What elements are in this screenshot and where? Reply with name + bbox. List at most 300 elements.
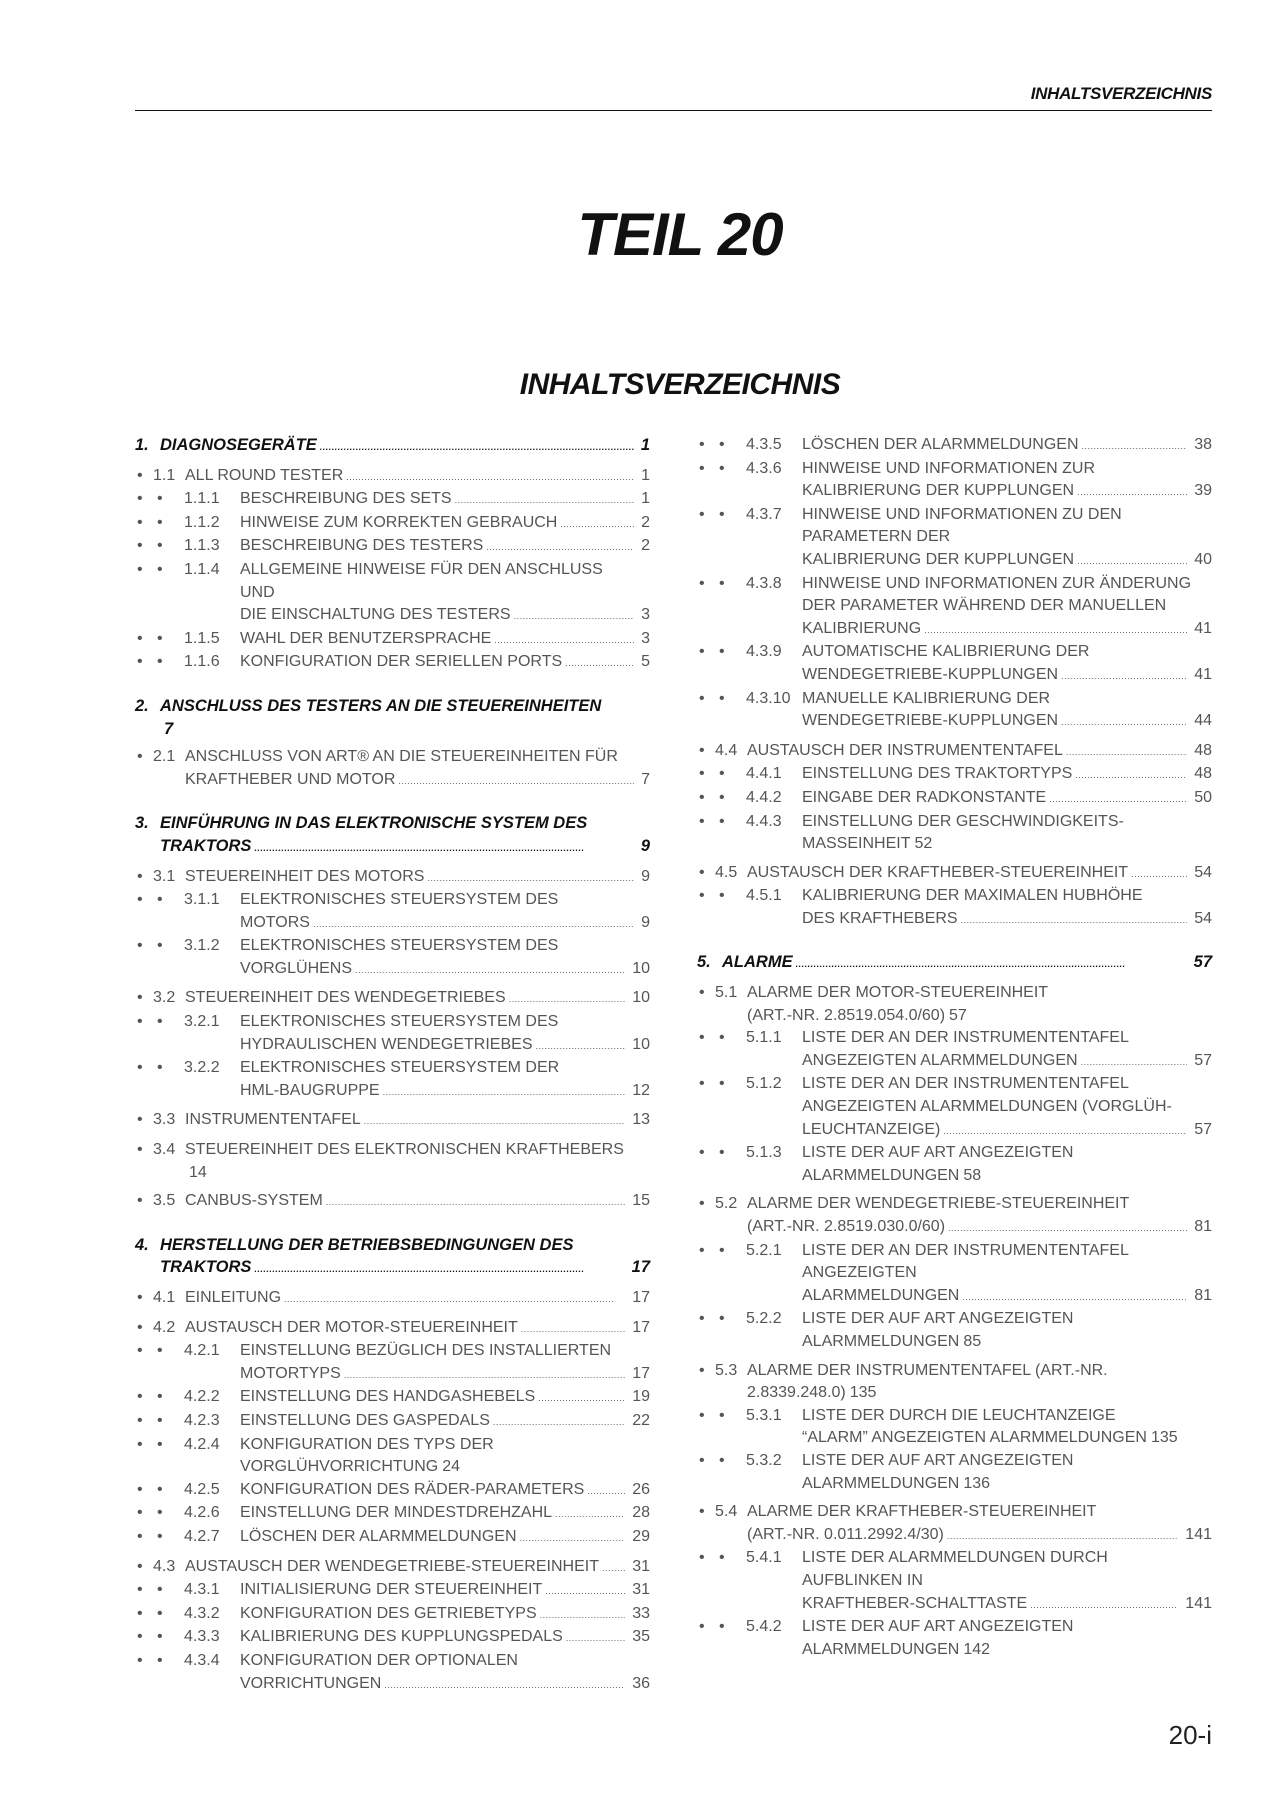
toc-entry-number: 4.4.2 [746,788,782,806]
toc-entry-number: 4.3.3 [184,1628,220,1646]
dot-leader [383,1080,626,1104]
dot-leader [796,951,1187,976]
toc-page-number[interactable]: 15 [632,1192,650,1210]
toc-entry-line [135,695,650,718]
toc-entry-number: 5.1.2 [746,1075,782,1093]
toc-page-number[interactable]: 24 [442,1458,461,1476]
toc-entry-text: EINLEITUNG [185,1289,282,1306]
bullet-icon: • [137,1480,143,1498]
toc-entry[interactable] [135,512,650,536]
toc-entry-text: KALIBRIERUNG DER MAXIMALEN HUBHÖHE [802,887,1143,905]
toc-entry-line [135,866,650,890]
toc-entry[interactable] [135,1526,650,1550]
bullet-icon: • [137,1504,143,1522]
toc-entry[interactable] [135,889,650,935]
toc-page-number[interactable]: 31 [632,1581,650,1599]
toc-entry-text: KALIBRIERUNG DER KUPPLUNGEN [802,482,1075,500]
bullet-icon: • [157,937,163,955]
toc-entry-line [697,951,1212,976]
toc-entry-text: KALIBRIERUNG [802,619,922,637]
toc-entry-text: KONFIGURATION DES GETRIEBETYPS [240,1604,537,1622]
toc-entry[interactable] [697,1405,1212,1450]
bullet-icon: • [699,887,705,905]
dot-leader [1081,1050,1188,1074]
toc-entry[interactable] [697,573,1212,642]
toc-entry[interactable] [135,1139,650,1184]
toc-entry-line [697,1331,1212,1354]
bullet-icon: • [699,1075,705,1093]
toc-entry-text: (ART.-NR. 0.011.2992.4/30) [747,1525,944,1543]
toc-entry[interactable] [697,787,1212,811]
toc-page-number[interactable]: 9 [640,836,650,855]
toc-entry-line [697,526,1212,549]
toc-entry-text: TRAKTORS [160,836,252,855]
toc-entry-text: DIAGNOSEGERÄTE [160,436,317,454]
toc-page-number[interactable]: 141 [1185,1525,1212,1543]
toc-page-number[interactable]: 36 [632,1674,650,1692]
toc-entry-text: ELEKTRONISCHES STEUERSYSTEM DES [240,891,559,909]
toc-page-number[interactable]: 33 [632,1604,650,1622]
bullet-icon: • [699,1406,705,1424]
toc-entry-number: 5.4.1 [746,1549,782,1567]
toc-entry-text: DES KRAFTHEBERS [802,909,958,927]
toc-entry[interactable] [135,1317,650,1341]
toc-entry[interactable] [697,1501,1212,1547]
toc-page-number[interactable]: 57 [1194,1120,1212,1138]
toc-page-number[interactable]: 58 [963,1166,982,1184]
toc-entry-text: KRAFTHEBER UND MOTOR [185,770,396,788]
toc-section-heading[interactable] [135,1234,650,1281]
toc-entry-text: KONFIGURATION DER SERIELLEN PORTS [240,653,563,671]
toc-entry-line [135,1162,650,1185]
toc-entry-number: 3.2 [153,989,176,1007]
toc-page-number[interactable]: 17 [631,1258,650,1277]
toc-page-number[interactable]: 135 [1150,1429,1178,1447]
bullet-icon: • [137,1411,143,1429]
toc-entry[interactable] [697,740,1212,764]
dot-leader [560,512,634,536]
toc-page-number[interactable]: 17 [632,1289,650,1306]
toc-entry-number: 4.3.2 [184,1604,220,1622]
toc-entry-text: EINFÜHRUNG IN DAS ELEKTRONISCHE SYSTEM DES [160,814,588,833]
dot-leader [962,1285,1187,1309]
toc-page-number[interactable]: 142 [963,1640,991,1658]
dot-leader [540,1603,626,1627]
dot-leader [254,835,633,860]
toc-page-number[interactable]: 2 [641,537,650,555]
bullet-icon: • [719,436,725,453]
toc-entry-line [135,1109,650,1133]
toc-entry[interactable] [135,1410,650,1434]
toc-page-number[interactable]: 28 [632,1504,650,1522]
toc-page-number[interactable]: 81 [1194,1218,1212,1235]
toc-entry-line [697,1427,1212,1450]
toc-page-number[interactable]: 22 [632,1411,650,1429]
toc-entry-number: 1.1.5 [184,629,220,647]
toc-entry-number: 5.4.2 [746,1618,782,1636]
running-header-title: INHALTSVERZEICHNIS [1030,84,1212,103]
toc-page-number[interactable]: 81 [1194,1286,1212,1304]
toc-entry[interactable] [697,1193,1212,1239]
toc-entry[interactable] [135,465,650,489]
toc-entry[interactable] [135,559,650,628]
dot-leader [355,958,625,982]
bullet-icon: • [699,643,705,661]
toc-page-number[interactable]: 19 [632,1388,650,1406]
dot-leader [545,1579,625,1603]
bullet-icon: • [137,1318,143,1336]
toc-entry[interactable] [135,1479,650,1503]
toc-section-heading[interactable] [135,812,650,859]
toc-entry-text: LÖSCHEN DER ALARMMELDUNGEN [240,1527,517,1545]
toc-entry[interactable] [135,1386,650,1410]
toc-section-heading[interactable] [135,434,650,459]
toc-entry[interactable] [135,746,650,792]
toc-entry[interactable] [135,1603,650,1627]
toc-entry-line [697,740,1212,764]
toc-entry-text: KONFIGURATION DES RÄDER-PARAMETERS [240,1480,585,1498]
toc-entry-line [697,1096,1212,1119]
toc-entry-line [697,1050,1212,1074]
toc-entry[interactable] [697,1027,1212,1073]
toc-entry-text: LÖSCHEN DER ALARMMELDUNGEN [802,436,1079,453]
dot-leader [521,1317,625,1341]
toc-page-number[interactable]: 10 [632,1035,650,1053]
toc-entry[interactable] [135,1556,650,1580]
toc-entry-number: 4.4.1 [746,765,782,783]
bullet-icon: • [719,1241,725,1259]
toc-entry-line [697,1639,1212,1662]
toc-entry[interactable] [135,1011,650,1057]
bullet-icon: • [719,788,725,806]
toc-entry[interactable] [135,651,650,675]
toc-entry-number: 5.1 [715,984,738,1002]
toc-entry-number: 4.5.1 [746,887,782,905]
dot-leader [320,434,634,459]
bullet-icon: • [699,812,705,830]
toc-page-number[interactable]: 10 [632,989,650,1007]
bullet-icon: • [137,1013,143,1031]
toc-entry-line [697,1360,1212,1383]
part-title: TEIL 20 [577,201,783,268]
toc-entry-text: KALIBRIERUNG DES KUPPLUNGSPEDALS [240,1628,563,1646]
toc-entry-line [697,1285,1212,1309]
toc-entry-text: WENDEGETRIEBE-KUPPLUNGEN [802,712,1059,730]
toc-entry[interactable] [697,1073,1212,1142]
toc-entry-text: HYDRAULISCHEN WENDEGETRIEBES [240,1035,533,1053]
toc-page-number[interactable]: 35 [632,1628,650,1646]
toc-entry-line [697,1382,1212,1405]
dot-leader [493,1410,625,1434]
bullet-icon: • [157,1504,163,1522]
dot-leader [947,1524,1178,1548]
bullet-icon: • [157,560,163,578]
dot-leader [509,987,626,1011]
toc-page-number[interactable]: 10 [632,959,650,977]
toc-page-number[interactable]: 48 [1194,741,1212,759]
toc-entry-line [697,908,1212,932]
dot-leader [486,535,634,559]
toc-page-number[interactable]: 57 [1194,1051,1212,1069]
dot-leader [1061,710,1187,734]
toc-page-number[interactable]: 39 [1194,482,1212,500]
toc-page-number[interactable]: 7 [164,719,174,738]
bullet-icon: • [699,459,705,477]
toc-entry-line [697,982,1212,1005]
toc-entry[interactable] [697,641,1212,687]
toc-page-number[interactable]: 136 [963,1474,991,1492]
toc-entry[interactable] [697,811,1212,856]
toc-section-heading[interactable] [697,951,1212,976]
toc-page-number[interactable]: 17 [632,1318,650,1336]
toc-entry[interactable] [697,1547,1212,1616]
dot-leader [566,1626,625,1650]
dot-leader [536,1034,626,1058]
bullet-icon: • [137,1388,143,1406]
bullet-icon: • [157,1651,163,1669]
bullet-icon: • [699,741,705,759]
toc-page-number[interactable]: 14 [189,1163,207,1181]
toc-entry[interactable] [135,1579,650,1603]
bullet-icon: • [157,1604,163,1622]
toc-entry[interactable] [135,1626,650,1650]
toc-entry-line [135,1190,650,1214]
toc-page-number[interactable]: 141 [1185,1594,1212,1612]
toc-entry[interactable] [697,885,1212,931]
dot-leader [254,1256,624,1281]
toc-entry-text: ALARME DER WENDEGETRIEBE-STEUEREINHEIT [747,1195,1130,1213]
dot-leader [538,1386,625,1410]
bullet-icon: • [157,629,163,647]
toc-entry[interactable] [135,987,650,1011]
toc-entry[interactable] [135,488,650,512]
toc-entry-text: (ART.-NR. 2.8519.030.0/60) [747,1218,946,1235]
toc-entry-text: LISTE DER AUF ART ANGEZEIGTEN [802,1451,1074,1469]
toc-page-number[interactable]: 9 [641,913,650,931]
toc-page-number[interactable]: 5 [641,653,650,671]
toc-entry-text: HINWEISE UND INFORMATIONEN ZU DEN [802,505,1122,523]
bullet-icon: • [137,513,143,531]
dot-leader [565,651,634,675]
toc-page-number[interactable]: 3 [641,629,650,647]
toc-entry-number: 4.2.3 [184,1411,220,1429]
toc-entry-line [697,1216,1212,1240]
toc-entry-number: 3.1.2 [184,937,220,955]
toc-page-number[interactable]: 9 [641,867,650,885]
toc-entry[interactable] [697,1308,1212,1353]
toc-entry[interactable] [135,935,650,981]
bullet-icon: • [157,1411,163,1429]
toc-entry-text: ANSCHLUSS VON ART® AN DIE STEUEREINHEITEN FÜR [185,748,618,766]
toc-entry-text: 2.8339.248.0) [747,1384,846,1402]
toc-entry[interactable] [135,628,650,652]
toc-section-heading[interactable] [135,695,650,740]
toc-entry-number: 3.1 [153,867,176,885]
toc-page-number[interactable]: 85 [963,1332,982,1350]
toc-page-number[interactable]: 57 [1193,953,1212,972]
toc-entry-line [135,582,650,605]
toc-entry-number: 3.3 [153,1111,176,1129]
toc-entry-text: AUTOMATISCHE KALIBRIERUNG DER [802,643,1090,661]
toc-entry-text: MANUELLE KALIBRIERUNG DER [802,689,1051,707]
toc-entry[interactable] [135,535,650,559]
page-number: 20-i [1168,1720,1212,1750]
toc-page-number[interactable]: 44 [1194,712,1212,730]
toc-page-number[interactable]: 54 [1194,863,1212,881]
bullet-icon: • [699,1618,705,1636]
bullet-icon: • [137,1435,143,1453]
toc-entry[interactable] [697,1616,1212,1661]
dot-leader [1077,480,1187,504]
toc-entry-line [697,1501,1212,1524]
toc-entry-number: 3.1.1 [184,891,220,909]
bullet-icon: • [157,1435,163,1453]
toc-entry-text: ELEKTRONISCHES STEUERSYSTEM DES [240,1013,559,1031]
toc-entry-number: 3.2.1 [184,1013,220,1031]
toc-entry-text: BESCHREIBUNG DES SETS [240,490,452,508]
toc-entry-number: 4.2.1 [184,1342,220,1360]
dot-leader [346,465,634,489]
toc-entry-text: STEUEREINHEIT DES MOTORS [185,867,425,885]
toc-entry-number: 3.5 [153,1192,176,1210]
toc-entry-text: ANGEZEIGTEN ALARMMELDUNGEN [802,1051,1078,1069]
toc-page-number[interactable]: 52 [914,835,933,853]
toc-entry-text: ALL ROUND TESTER [185,466,344,484]
toc-page-number[interactable]: 26 [632,1480,650,1498]
toc-entry-line [135,1139,650,1162]
toc-entry-line [697,618,1212,642]
toc-entry[interactable] [697,1142,1212,1187]
toc-page-number[interactable]: 31 [632,1557,650,1575]
bullet-icon: • [137,560,143,578]
toc-entry[interactable] [697,434,1212,458]
toc-entry[interactable] [135,1340,650,1386]
toc-entry-number: 4.5 [715,863,738,881]
toc-entry[interactable] [135,1190,650,1214]
toc-entry[interactable] [135,1434,650,1479]
toc-entry[interactable] [697,862,1212,886]
toc-page-number[interactable]: 50 [1194,788,1212,806]
bullet-icon: • [157,537,163,555]
dot-leader [602,1556,625,1580]
toc-page-number[interactable]: 54 [1194,909,1212,927]
dot-leader [398,769,634,793]
toc-entry-line [135,1256,650,1281]
toc-page-number[interactable]: 29 [632,1527,650,1545]
toc-entry-text: PARAMETERN DER [802,528,951,546]
toc-entry-text: EINSTELLUNG BEZÜGLICH DES INSTALLIERTEN [240,1342,612,1360]
toc-entry[interactable] [697,982,1212,1027]
bullet-icon: • [699,1195,705,1213]
toc-entry[interactable] [135,1057,650,1103]
toc-entry-line [135,812,650,835]
bullet-icon: • [157,490,163,508]
toc-entry-number: 4.3.4 [184,1651,220,1669]
toc-entry-text: VORRICHTUNGEN [240,1674,382,1692]
toc-entry-text: ALARME DER KRAFTHEBER-STEUEREINHEIT [747,1503,1097,1521]
toc-entry-number: 4.3.10 [746,689,791,707]
toc-entry-text: ELEKTRONISCHES STEUERSYSTEM DES [240,937,559,955]
toc-page-number[interactable]: 135 [849,1384,877,1402]
toc-page-number[interactable]: 12 [632,1081,650,1099]
toc-page-number[interactable]: 1 [641,490,650,508]
toc-page-number[interactable]: 17 [632,1364,650,1382]
toc-entry[interactable] [135,866,650,890]
toc-entry-text: LISTE DER AUF ART ANGEZEIGTEN [802,1310,1074,1328]
toc-entry-text: AUSTAUSCH DER INSTRUMENTENTAFEL [747,741,1063,759]
toc-entry-line [135,1673,650,1697]
toc-entry-text: ANSCHLUSS DES TESTERS AN DIE STEUEREINHEITEN [160,696,602,715]
toc-entry-number: 5.1.3 [746,1144,782,1162]
toc-title: INHALTSVERZEICHNIS [519,368,841,401]
bullet-icon: • [137,989,143,1007]
toc-entry[interactable] [697,1360,1212,1405]
toc-page-number[interactable]: 57 [949,1006,967,1024]
toc-page-number[interactable]: 13 [632,1111,650,1129]
toc-page-number[interactable]: 7 [641,770,650,788]
bullet-icon: • [699,1310,705,1328]
toc-entry-line [135,1080,650,1104]
toc-page-number[interactable]: 1 [640,436,650,454]
toc-entry[interactable] [697,458,1212,504]
toc-entry-line [697,595,1212,618]
toc-entry[interactable] [135,1502,650,1526]
toc-entry[interactable] [697,763,1212,787]
bullet-icon: • [137,1604,143,1622]
toc-entry-text: KONFIGURATION DES TYPS DER [240,1435,494,1453]
toc-entry-line [697,862,1212,886]
bullet-icon: • [699,1029,705,1047]
toc-entry-text: AUFBLINKEN IN [802,1571,923,1589]
toc-entry[interactable] [697,1240,1212,1309]
toc-entry-line [135,1034,650,1058]
toc-page-number[interactable]: 48 [1194,765,1212,783]
toc-entry-text: INSTRUMENTENTAFEL [185,1111,361,1129]
dot-leader [384,1673,625,1697]
toc-page-number[interactable]: 1 [641,466,650,484]
toc-entry-line [697,1524,1212,1548]
toc-page-number[interactable]: 41 [1194,619,1212,637]
toc-entry-text: HERSTELLUNG DER BETRIEBSBEDINGUNGEN DES [160,1235,574,1254]
toc-entry-text: LISTE DER AUF ART ANGEZEIGTEN [802,1144,1074,1162]
toc-entry-text: ALARMMELDUNGEN [802,1166,960,1184]
toc-page-number[interactable]: 3 [641,606,650,624]
toc-entry-number: 1.1.1 [184,490,220,508]
toc-entry-text: VORGLÜHENS [240,959,353,977]
toc-page-number[interactable]: 2 [641,513,650,531]
toc-page-number[interactable]: 41 [1194,665,1212,683]
dot-leader [514,604,635,628]
bullet-icon: • [157,1628,163,1646]
toc-entry-text: HML-BAUGRUPPE [240,1081,380,1099]
bullet-icon: • [699,436,705,453]
toc-entry[interactable] [697,1450,1212,1495]
toc-entry[interactable] [697,504,1212,573]
toc-page-number[interactable]: 38 [1194,436,1212,453]
bullet-icon: • [137,490,143,508]
dot-leader [1049,787,1187,811]
toc-page-number[interactable]: 40 [1194,550,1212,568]
toc-entry[interactable] [135,1650,650,1696]
toc-entry[interactable] [697,688,1212,734]
toc-entry[interactable] [135,1109,650,1133]
toc-entry[interactable] [135,1287,650,1311]
bullet-icon: • [699,1503,705,1521]
toc-column-right [697,434,1212,1661]
toc-entry-number: 4.2.2 [184,1388,220,1406]
toc-entry-number: 5.2.2 [746,1310,782,1328]
bullet-icon: • [137,1557,143,1575]
